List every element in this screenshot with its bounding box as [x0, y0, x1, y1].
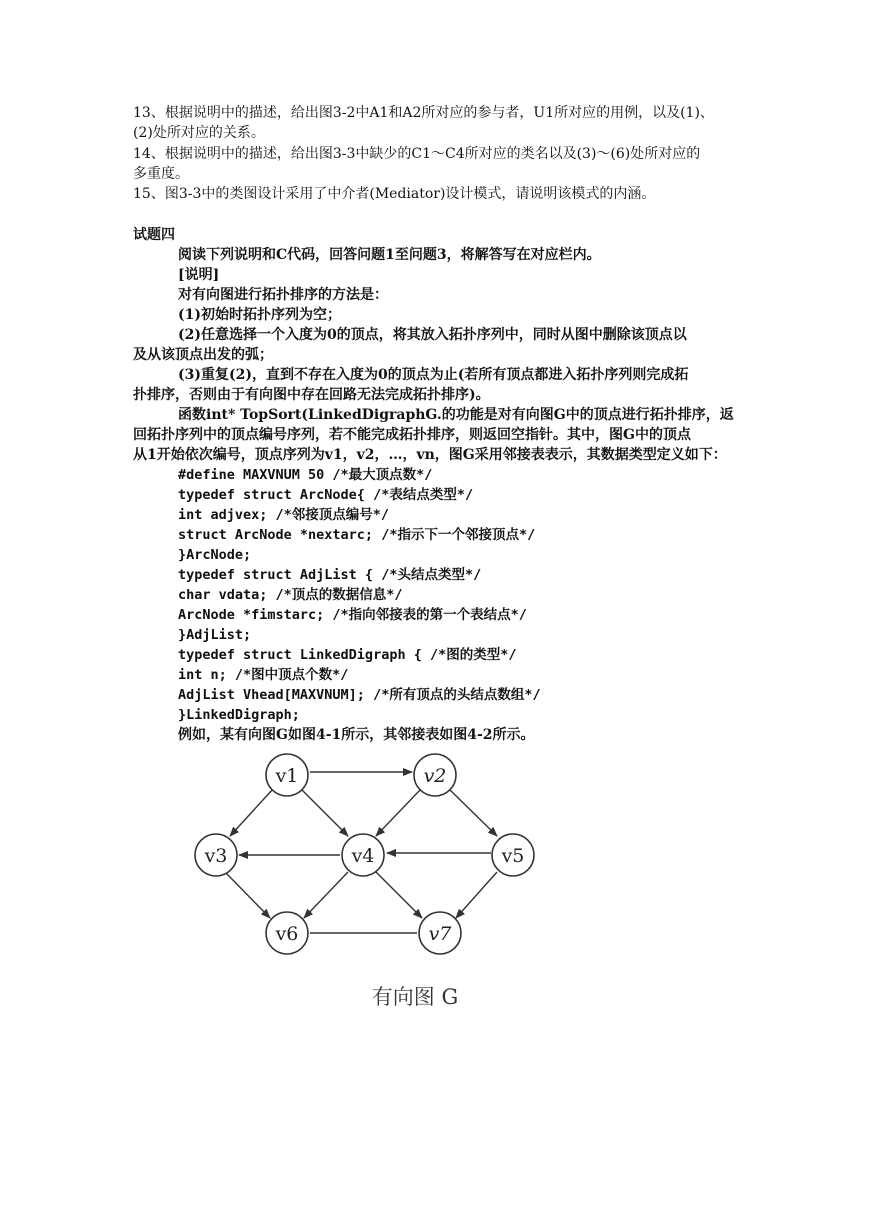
question-14-line1: 14、根据说明中的描述，给出图3-3中缺少的C1～C4所对应的类名以及(3)～(6)处所对应的 — [133, 146, 701, 162]
question-14-line2: 多重度。 — [133, 166, 189, 182]
svg-text:v3: v3 — [204, 845, 228, 867]
function-desc-line2: 回拓扑序列中的顶点编号序列，若不能完成拓扑排序，则返回空指针。其中，图G中的顶点 — [133, 427, 691, 443]
code-line: typedef struct AdjList { /*头结点类型*/ — [178, 567, 482, 583]
edge-v1-v4 — [301, 789, 348, 836]
graph-node-v7 — [419, 912, 461, 954]
code-line: typedef struct ArcNode{ /*表结点类型*/ — [178, 487, 474, 503]
question-15: 15、图3-3中的类图设计采用了中介者(Mediator)设计模式，请说明该模式的内涵。 — [133, 186, 656, 202]
question-13-line1: 13、根据说明中的描述，给出图3-2中A1和A2所对应的参与者，U1所对应的用例，以及(1)、 — [133, 105, 714, 121]
section-title: 试题四 — [133, 227, 175, 243]
svg-text:v7: v7 — [428, 923, 452, 945]
function-desc-line3: 从1开始依次编号，顶点序列为v1，v2，…，vn，图G采用邻接表表示，其数据类型定义如下： — [133, 447, 727, 463]
svg-text:v5: v5 — [501, 845, 525, 867]
svg-text:v4: v4 — [351, 845, 375, 867]
code-line: #define MAXVNUM 50 /*最大顶点数*/ — [178, 467, 433, 483]
code-line: struct ArcNode *nextarc; /*指示下一个邻接顶点*/ — [178, 527, 536, 543]
edge-v1-v3 — [230, 789, 273, 836]
edge-v5-v7 — [456, 872, 497, 918]
svg-text:v2: v2 — [423, 765, 447, 787]
figure-caption: 有向图 G — [371, 985, 459, 1009]
code-line: typedef struct LinkedDigraph { /*图的类型*/ — [178, 647, 517, 663]
edge-v2-v4 — [376, 789, 421, 836]
question-13-line2: (2)处所对应的关系。 — [133, 125, 265, 141]
code-line: int n; /*图中顶点个数*/ — [178, 667, 349, 683]
code-line: ArcNode *fimstarc; /*指向邻接表的第一个表结点*/ — [178, 607, 527, 623]
code-line: char vdata; /*顶点的数据信息*/ — [178, 587, 403, 603]
step-2-line1: (2)任意选择一个入度为0的顶点，将其放入拓扑序列中，同时从图中删除该顶点以 — [178, 327, 687, 343]
edge-v4-v6 — [304, 872, 348, 918]
step-1: (1)初始时拓扑序列为空； — [178, 307, 341, 323]
code-line: int adjvex; /*邻接顶点编号*/ — [178, 507, 390, 523]
step-3-line1: (3)重复(2)，直到不存在入度为0的顶点为止(若所有顶点都进入拓扑序列则完成拓 — [178, 367, 689, 383]
graph-node-v5 — [492, 834, 534, 876]
svg-text:v6: v6 — [275, 923, 299, 945]
description-label: [说明] — [178, 267, 220, 283]
edge-v2-v5 — [449, 789, 497, 836]
code-line: }LinkedDigraph; — [178, 707, 300, 723]
code-line: AdjList Vhead[MAXVNUM]; /*所有顶点的头结点数组*/ — [178, 687, 541, 703]
graph-node-v4 — [342, 834, 384, 876]
graph-node-v6 — [266, 912, 308, 954]
method-text: 对有向图进行拓扑排序的方法是： — [178, 287, 388, 303]
step-3-line2: 扑排序，否则由于有向图中存在回路无法完成拓扑排序)。 — [133, 387, 490, 403]
graph-node-v1 — [266, 754, 308, 796]
section-intro: 阅读下列说明和C代码，回答问题1至问题3，将解答写在对应栏内。 — [178, 247, 601, 263]
svg-text:v1: v1 — [275, 765, 299, 787]
edge-v4-v7 — [376, 872, 422, 918]
edge-v3-v6 — [225, 872, 270, 918]
function-desc-line1: 函数int* TopSort(LinkedDigraphG.的功能是对有向图G中的顶点进行拓扑排序，返 — [178, 407, 734, 423]
code-line: }ArcNode; — [178, 547, 252, 563]
step-2-line2: 及从该顶点出发的弧； — [133, 347, 273, 363]
graph-node-v2 — [414, 754, 456, 796]
code-line: }AdjList; — [178, 627, 252, 643]
graph-node-v3 — [195, 834, 237, 876]
example-text: 例如，某有向图G如图4-1所示，其邻接表如图4-2所示。 — [178, 727, 535, 743]
